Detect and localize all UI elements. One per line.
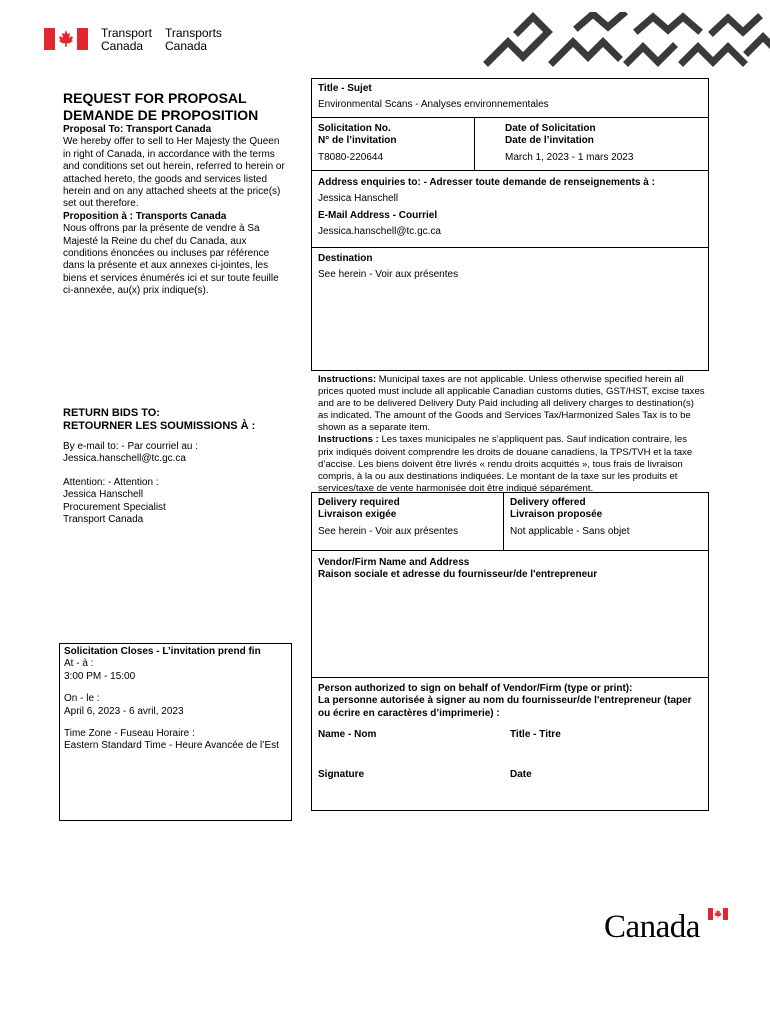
rfp-title-en: REQUEST FOR PROPOSAL	[63, 90, 247, 106]
attention-name: Jessica Hanschell	[63, 489, 144, 501]
authorized-person-fr: La personne autorisée à signer au nom du fournisseur/de l'entrepreneur (taper ou écrire en caractères d’imprimerie) :	[318, 695, 692, 719]
instructions-en-text: Municipal taxes are not applicable. Unless otherwise specified herein all prices quoted must include all applicable Canadian customs duties, GST/HST, excise taxes and are to be delivered Delivery Duty Paid including all delivery charges to destination(s) as indicated. The amount of the Goods and Services Tax/Harmonized Sales Tax is to be shown as a separate item.	[318, 374, 705, 434]
solicitation-no-value: T8080-220644	[318, 151, 384, 163]
destination-label: Destination	[318, 253, 373, 264]
attention-block	[63, 477, 289, 527]
return-bids-en: RETURN BIDS TO:	[63, 407, 160, 419]
rfp-title-fr: DEMANDE DE PROPOSITION	[63, 107, 259, 123]
title-field	[318, 83, 703, 112]
signature-label: Signature	[318, 769, 365, 780]
solicitation-no-en: Solicitation No.	[318, 123, 391, 134]
attention-role: Procurement Specialist	[63, 501, 166, 513]
vendor-fr: Raison sociale et adresse du fournisseur/de l'entrepreneur	[318, 569, 598, 581]
email-address-label: E-Mail Address - Courriel	[318, 209, 438, 221]
proposal-statement	[63, 124, 289, 298]
divider	[311, 117, 709, 118]
solicitation-closes-content	[64, 646, 286, 753]
title-label: Title - Sujet	[318, 83, 372, 94]
email-value: Jessica.hanschell@tc.gc.ca	[63, 453, 186, 465]
solicitation-date-field	[505, 123, 705, 164]
proposal-to-en-label: Proposal To: Transport Canada	[63, 124, 212, 135]
return-bids-fr: RETOURNER LES SOUMISSIONS À :	[63, 420, 256, 432]
instructions-en-label: Instructions:	[318, 374, 377, 385]
date-fr: Date de l’invitation	[505, 135, 594, 147]
enquiries-label: Address enquiries to: - Adresser toute demande de renseignements à :	[318, 177, 655, 188]
attention-label: Attention: - Attention :	[63, 477, 159, 488]
name-label: Name - Nom	[318, 729, 377, 740]
title-signer-label: Title - Titre	[510, 729, 561, 740]
org-fr-line-2: Canada	[165, 39, 208, 53]
delivery-required-value: See herein - Voir aux présentes	[318, 525, 459, 537]
authorized-person-field	[318, 683, 704, 720]
divider	[311, 170, 709, 171]
date-en: Date of Solicitation	[505, 123, 596, 134]
email-label: By e-mail to: - Par courriel au :	[63, 441, 199, 452]
divider	[474, 117, 475, 170]
org-fr-line-1: Transports	[165, 26, 222, 40]
delivery-required-field	[318, 497, 498, 538]
divider	[311, 550, 709, 551]
rfp-title	[63, 90, 293, 124]
delivery-required-en: Delivery required	[318, 497, 400, 508]
delivery-offered-value: Not applicable - Sans objet	[510, 525, 630, 537]
date-signed-label: Date	[510, 769, 532, 780]
right-form-bottom-box	[311, 492, 709, 811]
header-org-fr	[165, 27, 222, 53]
canada-wordmark-text: Canada	[604, 909, 700, 945]
on-value: April 6, 2023 - 6 avril, 2023	[64, 705, 184, 717]
solicitation-no-fr: N° de l’invitation	[318, 135, 397, 147]
vendor-field	[318, 557, 706, 582]
instructions-block	[318, 374, 705, 495]
instructions-fr-text: Les taxes municipales ne s’appliquent pas. Sauf indication contraire, les prix indiqués doivent comprendre les droits de douane canadiens, la TPS/TVH et la taxe d’accise. Les biens doivent être livrés « rendu droits acquittés », tous frais de livraison compris, à la ou aux destinations indiquées. Le montant de la taxe sur les produits et services/taxe de vente harmonisée doit être indiqué séparément.	[318, 434, 693, 494]
at-label: At - à :	[64, 658, 94, 670]
tz-value: Eastern Standard Time - Heure Avancée de l’Est	[64, 740, 279, 752]
decorative-pattern-graphic	[478, 12, 770, 68]
proposal-to-fr-text: Nous offrons par la présente de vendre à Sa Majesté la Reine du chef du Canada, aux conditions énoncées ou incluses par référence dans la présente et aux annexes ci-jointes, les biens et services énumérés ici et sur toute feuille ci-annexée, au(x) prix indique(s).	[63, 223, 279, 297]
title-value: Environmental Scans - Analyses environnementales	[318, 99, 549, 111]
enquiries-value: Jessica Hanschell	[318, 193, 399, 205]
delivery-required-fr: Livraison exigée	[318, 509, 397, 521]
delivery-offered-field	[510, 497, 705, 538]
divider	[311, 677, 709, 678]
instructions-fr-label: Instructions :	[318, 434, 379, 446]
header-org-en	[101, 27, 152, 53]
attention-org: Transport Canada	[63, 514, 144, 526]
tz-label: Time Zone - Fuseau Horaire :	[64, 728, 195, 740]
destination-field	[318, 253, 706, 282]
enquiries-field	[318, 177, 706, 239]
org-en-line-1: Transport	[101, 26, 152, 40]
solicitation-no-field	[318, 123, 468, 164]
return-bids-block	[63, 407, 289, 433]
delivery-offered-en: Delivery offered	[510, 497, 586, 508]
vendor-en: Vendor/Firm Name and Address	[318, 557, 470, 568]
divider	[311, 247, 709, 248]
email-block	[63, 441, 289, 466]
proposal-to-fr-label: Proposition à : Transports Canada	[63, 210, 227, 222]
email-address-value: Jessica.hanschell@tc.gc.ca	[318, 226, 441, 238]
date-value: March 1, 2023 - 1 mars 2023	[505, 151, 634, 163]
at-value: 3:00 PM - 15:00	[64, 670, 136, 682]
authorized-person-en: Person authorized to sign on behalf of Vendor/Firm (type or print):	[318, 683, 633, 694]
divider	[503, 492, 504, 550]
canada-wordmark-flag-icon	[708, 907, 728, 925]
tc-flag-symbol	[44, 28, 88, 50]
proposal-to-en-text: We hereby offer to sell to Her Majesty the Queen in right of Canada, in accordance with the terms and conditions set out herein, referred to herein or attached hereto, the goods and services listed herein and on any attached sheets at the price(s) set out therefore.	[63, 136, 285, 210]
org-en-line-2: Canada	[101, 39, 144, 53]
closes-label: Solicitation Closes - L’invitation prend fin	[64, 646, 261, 657]
canada-wordmark	[604, 907, 728, 947]
on-label: On - le :	[64, 693, 100, 705]
destination-value: See herein - Voir aux présentes	[318, 269, 459, 281]
delivery-offered-fr: Livraison proposée	[510, 509, 603, 521]
